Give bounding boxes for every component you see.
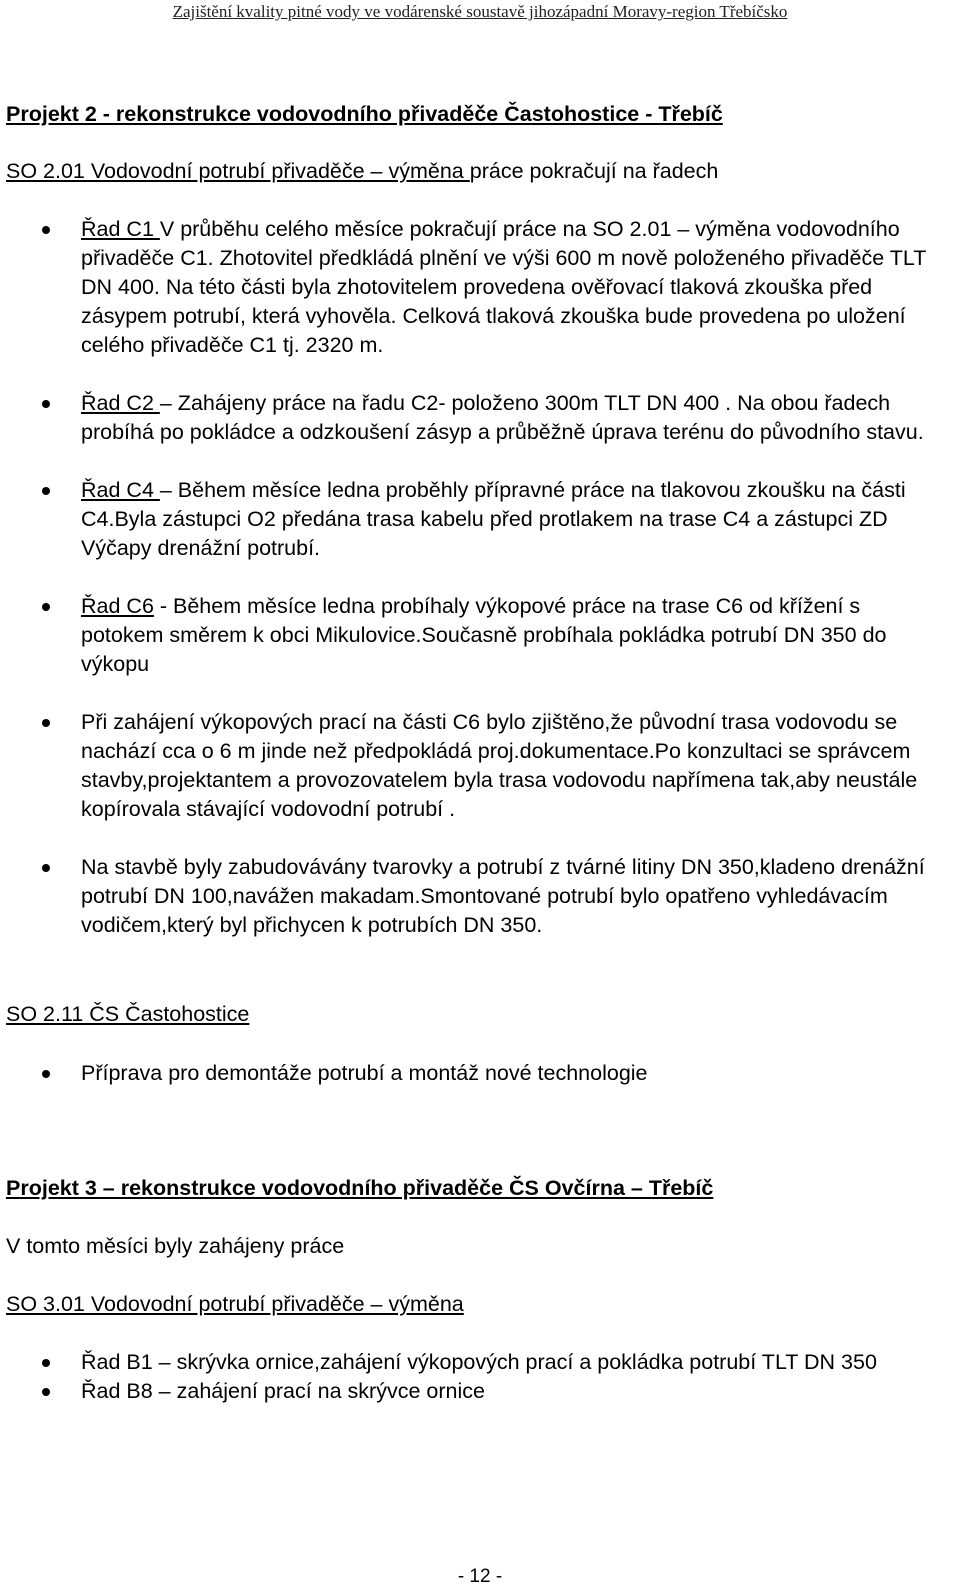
so301-title-text: SO 3.01 Vodovodní potrubí přivaděče – výměna bbox=[6, 1292, 464, 1316]
list-item bbox=[6, 853, 948, 940]
item-text: – Během měsíce ledna proběhly přípravné práce na tlakovou zkoušku na části C4.Byla zástupci O2 předána trasa kabelu před protlakem na trase C4 a zástupci ZD Výčapy drenážní potrubí. bbox=[81, 478, 906, 560]
list-item bbox=[6, 1348, 948, 1377]
bullet-icon bbox=[42, 1070, 50, 1078]
project2-title-text: Projekt 2 - rekonstrukce vodovodního přivaděče Častohostice - Třebíč bbox=[6, 102, 723, 126]
project2-title bbox=[6, 100, 948, 129]
bullet-icon bbox=[42, 1359, 50, 1367]
item-text: - Během měsíce ledna probíhaly výkopové práce na trase C6 od křížení s potokem směrem k obci Mikulovice.Současně probíhala pokládka potrubí DN 350 do výkopu bbox=[81, 594, 887, 676]
item-text: Řad B8 – zahájení prací na skrývce ornice bbox=[81, 1379, 485, 1403]
item-lead: Řad C1 bbox=[81, 217, 160, 241]
item-text: Příprava pro demontáže potrubí a montáž nové technologie bbox=[81, 1061, 648, 1085]
item-lead: Řad C2 bbox=[81, 391, 160, 415]
bullet-icon bbox=[42, 226, 50, 234]
so211-list bbox=[6, 1059, 948, 1088]
item-lead: Řad C4 bbox=[81, 478, 160, 502]
bullet-icon bbox=[42, 864, 50, 872]
so211-title-text: SO 2.11 ČS Častohostice bbox=[6, 1002, 250, 1026]
list-item bbox=[6, 708, 948, 824]
project3-intro: V tomto měsíci byly zahájeny práce bbox=[6, 1234, 345, 1258]
so201-link: SO 2.01 Vodovodní potrubí přivaděče – výměna bbox=[6, 159, 470, 183]
so201-line bbox=[6, 157, 948, 186]
item-text: Při zahájení výkopových prací na části C6 bylo zjištěno,že původní trasa vodovodu se nachází cca o 6 m jinde než předpokládá proj.dokumentace.Po konzultaci se správcem stavby,projektantem a provozovatelem byla trasa vodovodu napřímena tak,aby neustále kopírovala stávající vodovodní potrubí . bbox=[81, 710, 918, 821]
so301-title bbox=[6, 1290, 948, 1319]
item-text: Na stavbě byly zabudovávány tvarovky a potrubí z tvárné litiny DN 350,kladeno drenážní potrubí DN 100,navážen makadam.Smontované potrubí bylo opatřeno vyhledávacím vodičem,který byl přichycen k potrubích DN 350. bbox=[81, 855, 925, 937]
bullet-icon bbox=[42, 1388, 50, 1396]
bullet-icon bbox=[42, 603, 50, 611]
list-item bbox=[6, 1059, 948, 1088]
item-text: Řad B1 – skrývka ornice,zahájení výkopových prací a pokládka potrubí TLT DN 350 bbox=[81, 1350, 877, 1374]
project3-list bbox=[6, 1348, 948, 1406]
project3-title bbox=[6, 1174, 948, 1203]
page-header: Zajištění kvality pitné vody ve vodárenské soustavě jihozápadní Moravy-region Třebíčsko bbox=[172, 2, 788, 21]
bullet-icon bbox=[42, 719, 50, 727]
list-item bbox=[6, 1377, 948, 1406]
so211-title bbox=[6, 1000, 948, 1029]
item-text: V průběhu celého měsíce pokračují práce na SO 2.01 – výměna vodovodního přivaděče C1. Zhotovitel předkládá plnění ve výši 600 m nově položeného přivaděče TLT DN 400. Na této části byla zhotovitelem provedena ověřovací tlaková zkouška před zásypem potrubí, která vyhověla. Celková tlaková zkouška bude provedena po uložení celého přivaděče C1 tj. 2320 m. bbox=[81, 217, 926, 357]
page-number: - 12 - bbox=[457, 1566, 503, 1587]
item-text: – Zahájeny práce na řadu C2- položeno 300m TLT DN 400 . Na obou řadech probíhá po pokládce a odzkoušení zásyp a průběžně úprava terénu do původního stavu. bbox=[81, 391, 924, 444]
so201-tail: práce pokračují na řadech bbox=[469, 159, 719, 183]
project2-list bbox=[6, 215, 948, 940]
list-item bbox=[6, 389, 948, 447]
project3-title-text: Projekt 3 – rekonstrukce vodovodního přivaděče ČS Ovčírna – Třebíč bbox=[6, 1176, 714, 1200]
item-lead: Řad C6 bbox=[81, 594, 154, 618]
list-item bbox=[6, 476, 948, 563]
bullet-icon bbox=[42, 487, 50, 495]
list-item bbox=[6, 215, 948, 360]
list-item bbox=[6, 592, 948, 679]
bullet-icon bbox=[42, 400, 50, 408]
